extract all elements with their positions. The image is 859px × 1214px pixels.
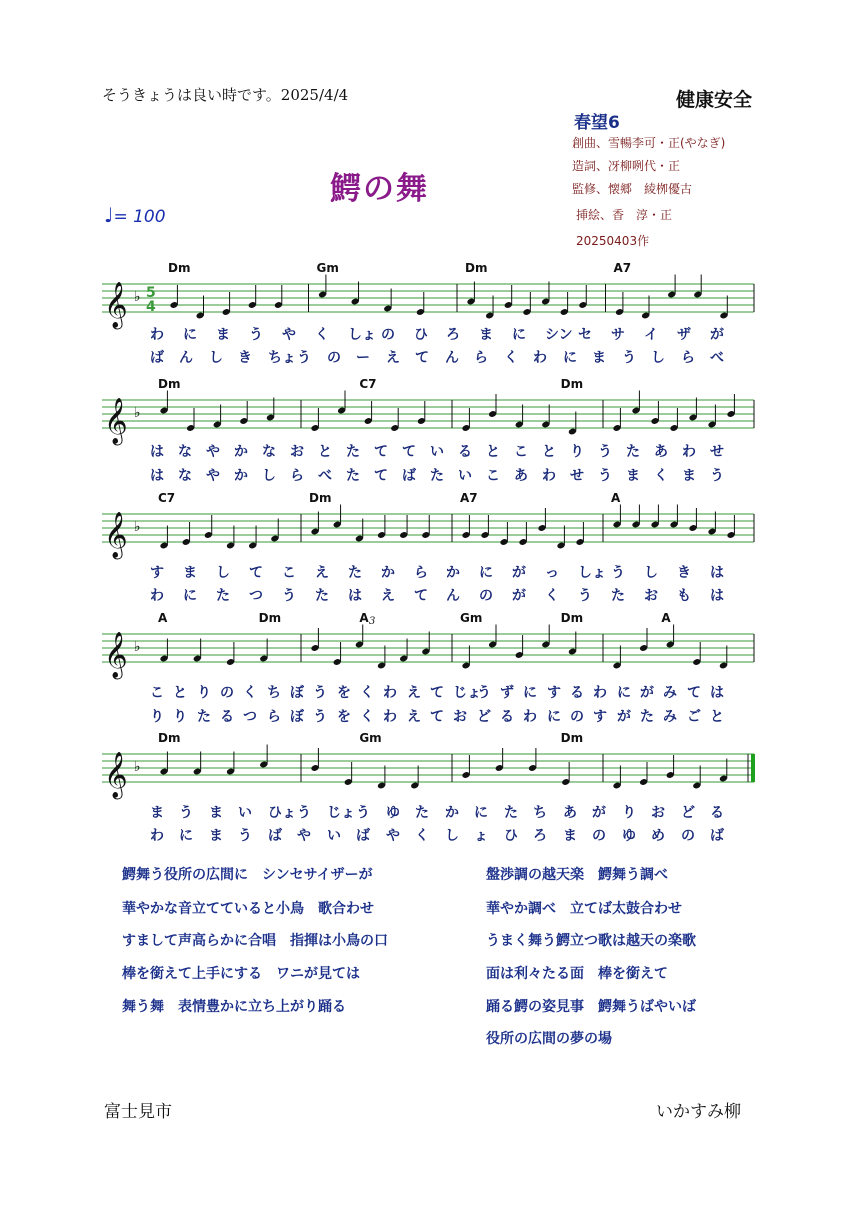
lyric-syllable: せ <box>570 468 584 484</box>
lyric-syllable: う <box>238 828 252 844</box>
lyric-syllable: ゆ <box>386 805 400 821</box>
lyric-syllable: セ <box>578 327 592 343</box>
flat-key-icon: ♭ <box>134 519 141 535</box>
lyric-syllable: し <box>445 828 459 844</box>
lyric-syllable: し <box>644 565 658 581</box>
lyric-syllable: う <box>313 709 327 725</box>
chord-symbol: Gm <box>460 611 483 625</box>
lyric-syllable: せ <box>710 444 724 460</box>
verse-right-line: 役所の広間の夢の場 <box>486 1031 612 1047</box>
lyric-syllable: に <box>512 327 526 343</box>
lyric-syllable: の <box>592 828 606 844</box>
chord-symbol: A <box>359 611 369 625</box>
verse-left-line: 鰐舞う役所の広間に シンセサイザーが <box>122 867 373 883</box>
lyric-syllable: あ <box>563 805 577 821</box>
lyric-syllable: こ <box>514 444 528 460</box>
chord-symbol: Dm <box>560 731 584 745</box>
lyric-syllable: の <box>479 588 493 604</box>
lyric-syllable: し <box>209 350 223 366</box>
lyric-syllable: ん <box>445 350 459 366</box>
lyric-syllable: て <box>687 685 701 701</box>
lyric-syllable: あ <box>654 444 668 460</box>
lyric-syllable: い <box>327 828 341 844</box>
lyric-syllable: る <box>458 444 472 460</box>
lyric-syllable: て <box>414 588 428 604</box>
lyric-syllable: ご <box>687 709 701 725</box>
final-bar-line <box>751 754 755 782</box>
lyric-syllable: う <box>249 327 263 343</box>
lyric-syllable: は <box>150 444 164 460</box>
lyric-syllable: わ <box>150 588 164 604</box>
chord-symbol: C7 <box>359 377 377 391</box>
lyric-syllable: て <box>430 709 444 725</box>
lyric-syllable: お <box>290 444 304 460</box>
lyric-syllable: が <box>617 709 631 725</box>
lyric-syllable: ら <box>267 709 281 725</box>
verse-left-line: 華やかな音立てていると小鳥 歌合わせ <box>122 901 374 917</box>
lyric-syllable: い <box>238 805 252 821</box>
lyric-syllable: な <box>178 444 192 460</box>
treble-clef-icon: 𝄞 <box>104 632 128 678</box>
chord-symbol: A <box>611 491 621 505</box>
lyric-syllable: ひ <box>504 828 518 844</box>
lyric-syllable: ん <box>446 588 460 604</box>
lyric-syllable: わ <box>383 709 397 725</box>
lyric-syllable: が <box>512 588 526 604</box>
lyric-syllable: が <box>640 685 654 701</box>
lyric-syllable: く <box>654 468 668 484</box>
lyric-syllable: を <box>337 709 351 725</box>
lyric-syllable: ひ <box>414 327 428 343</box>
lyric-syllable: う <box>477 685 491 701</box>
lyric-syllable: お <box>453 709 467 725</box>
chord-symbol: Dm <box>465 261 488 275</box>
lyric-syllable: て <box>374 444 388 460</box>
verse-left-line: 舞う舞 表情豊かに立ち上がり踊る <box>122 999 346 1015</box>
lyric-syllable: え <box>407 709 421 725</box>
lyric-syllable: ば <box>356 828 370 844</box>
lyric-syllable: ば <box>150 350 164 366</box>
lyric-syllable: や <box>297 828 311 844</box>
lyric-syllable: こ <box>282 565 296 581</box>
lyric-syllable: ま <box>626 468 640 484</box>
verse-right-line: 華やか調べ 立てば太鼓合わせ <box>486 901 682 917</box>
lyric-syllable: う <box>313 685 327 701</box>
lyric-syllable: と <box>486 444 500 460</box>
tuplet-number: 3 <box>368 616 376 627</box>
lyric-syllable: み <box>663 709 677 725</box>
lyric-syllable: か <box>381 565 395 581</box>
lyric-syllable: ん <box>179 350 193 366</box>
lyric-syllable: わ <box>593 685 607 701</box>
lyric-syllable: な <box>262 444 276 460</box>
lyric-syllable: め <box>651 828 665 844</box>
lyric-syllable: わ <box>383 685 397 701</box>
staff-system-4 <box>100 610 756 686</box>
verse-right-line: 盤渉調の越天楽 鰐舞う調べ <box>486 867 668 883</box>
lyric-syllable: は <box>710 588 724 604</box>
lyric-syllable: す <box>593 709 607 725</box>
lyric-syllable: た <box>315 588 329 604</box>
lyric-syllable: ら <box>290 468 304 484</box>
lyric-syllable: っ <box>545 565 559 581</box>
lyric-syllable: か <box>445 805 459 821</box>
lyric-syllable: や <box>206 468 220 484</box>
lyric-syllable: た <box>197 709 211 725</box>
time-signature-bottom: 4 <box>146 299 156 315</box>
lyric-syllable: い <box>430 444 444 460</box>
lyric-syllable: し <box>262 468 276 484</box>
treble-clef-icon: 𝄞 <box>104 752 128 798</box>
lyric-syllable: く <box>504 350 518 366</box>
lyric-syllable: う <box>356 805 370 821</box>
lyric-syllable: が <box>710 327 724 343</box>
lyric-syllable: イ <box>644 327 658 343</box>
lyric-syllable: シン <box>545 327 573 343</box>
treble-clef-icon: 𝄞 <box>104 282 128 328</box>
lyric-syllable: う <box>297 805 311 821</box>
lyric-syllable: の <box>327 350 341 366</box>
lyric-syllable: わ <box>150 327 164 343</box>
lyric-syllable: ゆ <box>622 828 636 844</box>
lyric-syllable: た <box>611 588 625 604</box>
verse-right-line: うまく舞う鰐立つ歌は越天の楽歌 <box>486 933 696 949</box>
lyric-syllable: の <box>220 685 234 701</box>
lyric-syllable: お <box>644 588 658 604</box>
lyric-syllable: ちょ <box>268 350 296 366</box>
lyric-syllable: く <box>243 685 257 701</box>
lyric-syllable: ば <box>710 828 724 844</box>
credit-lyricist: 造詞、冴柳咧代・正 <box>572 159 681 173</box>
lyric-syllable: ま <box>209 828 223 844</box>
lyric-syllable: に <box>617 685 631 701</box>
lyric-syllable: か <box>234 468 248 484</box>
lyric-syllable: な <box>178 468 192 484</box>
lyric-syllable: く <box>315 327 329 343</box>
lyric-syllable: に <box>547 709 561 725</box>
lyric-syllable: く <box>415 828 429 844</box>
lyric-syllable: る <box>570 685 584 701</box>
lyric-syllable: こ <box>150 685 164 701</box>
lyric-syllable: つ <box>243 709 257 725</box>
chord-symbol: Gm <box>316 261 339 275</box>
lyric-syllable: ち <box>267 685 281 701</box>
lyric-syllable: と <box>318 444 332 460</box>
lyric-syllable: ー <box>356 350 370 366</box>
lyric-syllable: う <box>179 805 193 821</box>
lyric-syllable: て <box>249 565 263 581</box>
lyric-syllable: と <box>710 709 724 725</box>
lyric-syllable: お <box>651 805 665 821</box>
lyric-syllable: た <box>346 468 360 484</box>
credit-supervisor: 監修、懐郷 綾栁優古 <box>572 182 693 196</box>
lyric-syllable: じょ <box>453 685 481 701</box>
lyric-syllable: え <box>407 685 421 701</box>
lyric-syllable: わ <box>682 444 696 460</box>
lyric-syllable: ま <box>592 350 606 366</box>
lyric-syllable: に <box>479 565 493 581</box>
lyric-syllable: た <box>216 588 230 604</box>
lyric-syllable: え <box>386 350 400 366</box>
lyric-syllable: う <box>598 468 612 484</box>
chord-symbol: Dm <box>168 261 191 275</box>
time-signature-top: 5 <box>146 285 156 301</box>
lyric-syllable: も <box>677 588 691 604</box>
lyric-syllable: ょ <box>474 828 488 844</box>
lyric-syllable: が <box>592 805 606 821</box>
chord-symbol: A7 <box>613 261 632 275</box>
lyric-syllable: ど <box>477 709 491 725</box>
credit-composer: 創曲、雪暢李可・正(やなぎ) <box>572 136 726 150</box>
lyric-syllable: わ <box>533 350 547 366</box>
lyric-syllable: あ <box>514 468 528 484</box>
lyric-syllable: う <box>710 468 724 484</box>
chord-symbol: Dm <box>309 491 332 505</box>
lyric-syllable: き <box>238 350 252 366</box>
lyric-syllable: ひょ <box>268 805 296 821</box>
verse-right-line: 踊る鰐の姿見事 鰐舞うばやいば <box>486 999 696 1015</box>
lyric-syllable: は <box>348 588 362 604</box>
lyric-syllable: に <box>183 588 197 604</box>
chord-symbol: A <box>158 611 168 625</box>
lyric-syllable: サ <box>611 327 625 343</box>
lyric-syllable: う <box>297 350 311 366</box>
lyric-syllable: ザ <box>677 327 691 343</box>
lyric-syllable: ぼ <box>290 709 304 725</box>
verse-right-line: 面は利々たる面 棒を銜えて <box>486 966 668 982</box>
lyric-syllable: に <box>563 350 577 366</box>
lyric-syllable: べ <box>710 350 724 366</box>
motto: 健康安全 <box>676 89 753 111</box>
lyric-syllable: た <box>346 444 360 460</box>
footer-author: いかすみ柳 <box>656 1102 741 1122</box>
lyric-syllable: り <box>570 444 584 460</box>
lyric-syllable: え <box>381 588 395 604</box>
lyric-syllable: ら <box>414 565 428 581</box>
lyric-syllable: に <box>523 685 537 701</box>
lyric-syllable: しょ <box>348 327 376 343</box>
verse-left-line: すまして声高らかに合唱 指揮は小鳥の口 <box>122 933 388 949</box>
subtitle: 春望6 <box>574 113 620 133</box>
lyric-syllable: か <box>234 444 248 460</box>
chord-symbol: Gm <box>359 731 382 745</box>
lyric-syllable: う <box>622 350 636 366</box>
chord-symbol: Dm <box>560 377 584 391</box>
tempo-marking <box>104 203 166 227</box>
lyric-syllable: や <box>282 327 296 343</box>
flat-key-icon: ♭ <box>134 639 141 655</box>
lyric-syllable: う <box>578 588 592 604</box>
lyric-syllable: う <box>598 444 612 460</box>
chord-symbol: A <box>661 611 671 625</box>
lyric-syllable: ま <box>209 805 223 821</box>
lyric-syllable: た <box>415 805 429 821</box>
lyric-syllable: て <box>415 350 429 366</box>
lyric-syllable: ば <box>402 468 416 484</box>
lyric-syllable: ど <box>681 805 695 821</box>
lyric-syllable: つ <box>249 588 263 604</box>
lyric-syllable: り <box>150 709 164 725</box>
tempo-value: = 100 <box>113 207 166 227</box>
lyric-syllable: や <box>386 828 400 844</box>
lyric-syllable: は <box>710 565 724 581</box>
credit-illustrator: 挿絵、香 淳・正 <box>576 208 673 222</box>
lyric-syllable: ま <box>183 565 197 581</box>
lyric-syllable: う <box>282 588 296 604</box>
lyric-syllable: ず <box>500 685 514 701</box>
treble-clef-icon: 𝄞 <box>104 398 128 444</box>
chord-symbol: Dm <box>560 611 584 625</box>
lyric-syllable: る <box>710 805 724 821</box>
lyric-syllable: ま <box>682 468 696 484</box>
lyric-syllable: て <box>402 444 416 460</box>
lyric-syllable: ら <box>474 350 488 366</box>
flat-key-icon: ♭ <box>134 759 141 775</box>
lyric-syllable: す <box>150 565 164 581</box>
lyric-syllable: た <box>640 709 654 725</box>
lyric-syllable: く <box>360 685 374 701</box>
lyric-syllable: し <box>216 565 230 581</box>
lyric-syllable: ら <box>681 350 695 366</box>
lyric-syllable: え <box>315 565 329 581</box>
date-line: そうきょうは良い時です。2025/4/4 <box>102 86 349 104</box>
lyric-syllable: ち <box>533 805 547 821</box>
lyric-syllable: は <box>150 468 164 484</box>
song-title: 鰐の舞 <box>330 171 429 207</box>
lyric-syllable: く <box>545 588 559 604</box>
chord-symbol: A7 <box>460 491 478 505</box>
lyric-syllable: わ <box>150 828 164 844</box>
lyric-syllable: し <box>651 350 665 366</box>
lyric-syllable: や <box>206 444 220 460</box>
footer-city: 富士見市 <box>104 1102 172 1122</box>
lyric-syllable: る <box>500 709 514 725</box>
lyric-syllable: く <box>360 709 374 725</box>
lyric-syllable: わ <box>523 709 537 725</box>
quarter-note-icon: ♩ <box>104 203 114 227</box>
lyric-syllable: ま <box>563 828 577 844</box>
lyric-syllable: ま <box>150 805 164 821</box>
lyric-syllable: べ <box>318 468 332 484</box>
lyric-syllable: が <box>512 565 526 581</box>
lyric-syllable: り <box>197 685 211 701</box>
lyric-syllable: ま <box>216 327 230 343</box>
lyric-syllable: き <box>677 565 691 581</box>
lyric-syllable: た <box>430 468 444 484</box>
lyric-syllable: に <box>474 805 488 821</box>
chord-symbol: Dm <box>158 731 181 745</box>
lyric-syllable: て <box>374 468 388 484</box>
lyric-syllable: ま <box>479 327 493 343</box>
lyric-syllable: い <box>458 468 472 484</box>
treble-clef-icon: 𝄞 <box>104 512 128 558</box>
chord-symbol: Dm <box>258 611 282 625</box>
lyric-syllable: す <box>547 685 561 701</box>
lyric-syllable: しょ <box>578 565 606 581</box>
lyric-syllable: り <box>622 805 636 821</box>
credit-date: 20250403作 <box>576 234 650 248</box>
lyric-syllable: に <box>179 828 193 844</box>
lyric-syllable: ろ <box>533 828 547 844</box>
lyric-syllable: み <box>663 685 677 701</box>
lyric-syllable: て <box>430 685 444 701</box>
lyric-syllable: を <box>337 685 351 701</box>
lyric-syllable: こ <box>486 468 500 484</box>
lyric-syllable: の <box>681 828 695 844</box>
verse-left-line: 棒を銜えて上手にする ワニが見ては <box>122 966 360 982</box>
flat-key-icon: ♭ <box>134 405 141 421</box>
chord-symbol: C7 <box>158 491 176 505</box>
lyric-syllable: た <box>348 565 362 581</box>
lyric-syllable: ぼ <box>290 685 304 701</box>
lyric-syllable: り <box>173 709 187 725</box>
flat-key-icon: ♭ <box>134 289 141 305</box>
lyric-syllable: ば <box>268 828 282 844</box>
lyric-syllable: に <box>183 327 197 343</box>
chord-symbol: Dm <box>158 377 181 391</box>
staff-system-5 <box>100 730 756 806</box>
lyric-syllable: わ <box>542 468 556 484</box>
lyric-syllable: の <box>381 327 395 343</box>
lyric-syllable: た <box>626 444 640 460</box>
lyric-syllable: じょ <box>327 805 355 821</box>
lyric-syllable: う <box>611 565 625 581</box>
lyric-syllable: ろ <box>446 327 460 343</box>
lyric-syllable: か <box>446 565 460 581</box>
staff-system-3 <box>100 490 756 566</box>
lyric-syllable: た <box>504 805 518 821</box>
lyric-syllable: と <box>542 444 556 460</box>
lyric-syllable: の <box>570 709 584 725</box>
lyric-syllable: る <box>220 709 234 725</box>
lyric-syllable: と <box>173 685 187 701</box>
lyric-syllable: は <box>710 685 724 701</box>
